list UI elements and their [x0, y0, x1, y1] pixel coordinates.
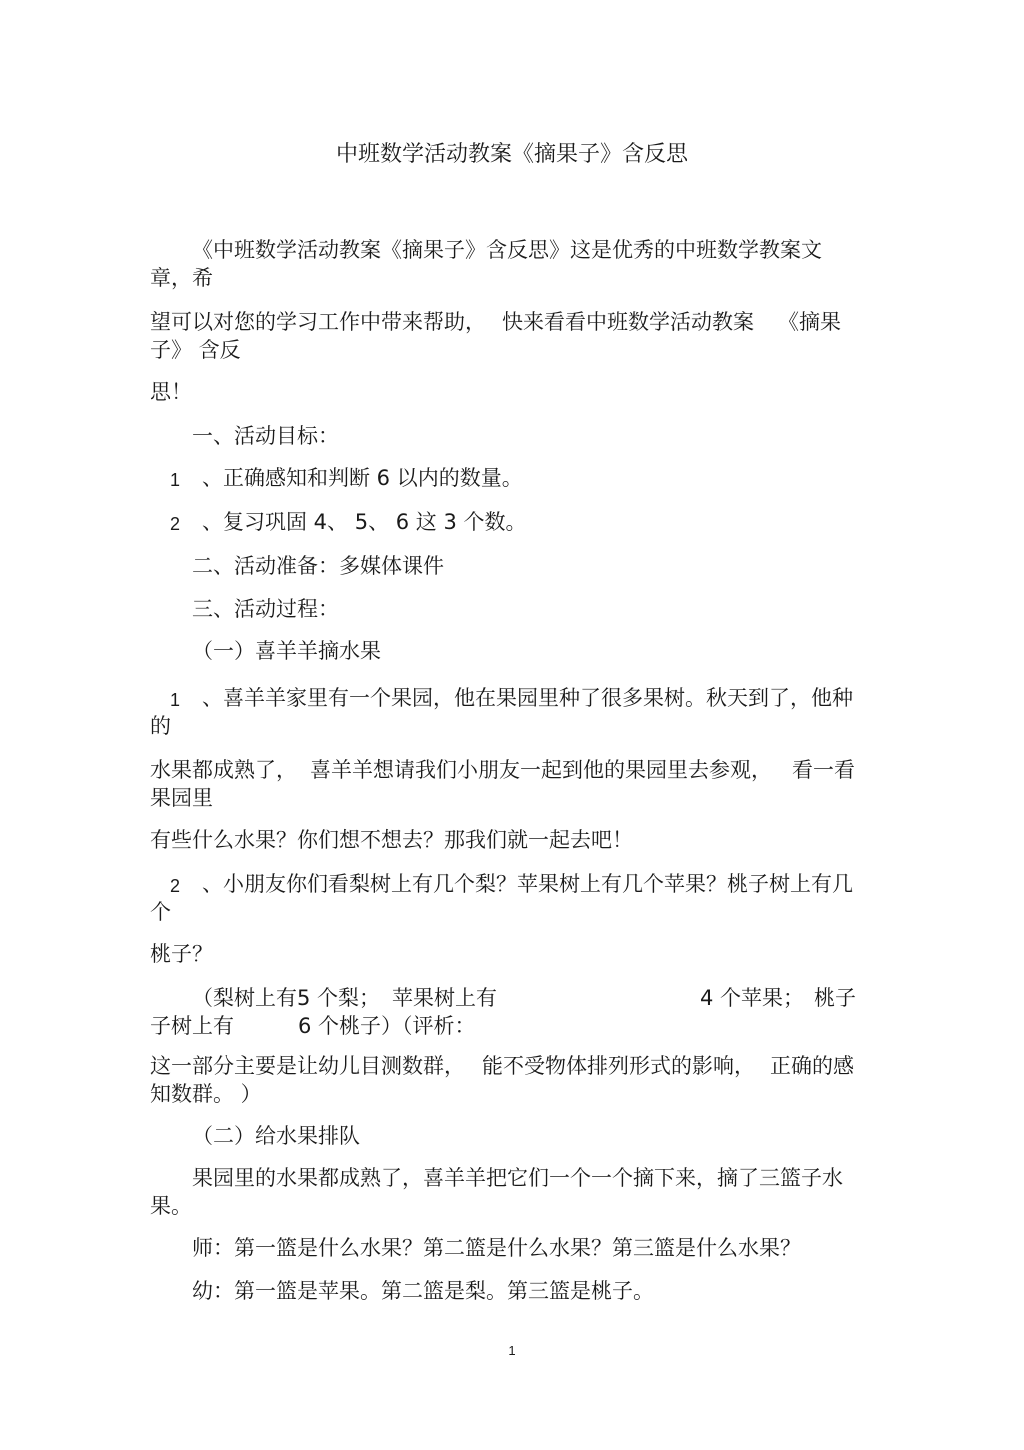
document-title: 中班数学活动教案《摘果子》含反思	[335, 142, 688, 167]
part-1-note-line-3a: 这一部分主要是让幼儿目测数群，	[150, 1054, 465, 1078]
intro-line-1: 《中班数学活动教案《摘果子》含反思》这是优秀的中班数学教案文	[192, 238, 822, 262]
part-1-note-line-2b: 6 个桃子）（评析：	[298, 1014, 476, 1038]
part-1-note-line-3c: 正确的感	[770, 1054, 854, 1078]
part-2-para-line-1: 果园里的水果都成熟了，喜羊羊把它们一个一个摘下来，摘了三篮子水	[192, 1166, 843, 1190]
intro-line-3b: 快来看看中班数学活动教案	[502, 310, 754, 334]
intro-line-5: 思！	[150, 380, 192, 404]
part-1-item-1-line-1: 、喜羊羊家里有一个果园，他在果园里种了很多果树。秋天到了，他种	[202, 686, 853, 710]
part-2-para-line-2: 果。	[150, 1194, 192, 1218]
goal-2-number: 2	[170, 514, 181, 534]
part-1-item-1-line-5: 有些什么水果？你们想不想去？那我们就一起去吧！	[150, 828, 633, 852]
part-1-note-line-1b: 苹果树上有	[392, 986, 497, 1010]
part-1-item-1-number: 1	[170, 690, 181, 710]
page-number: 1	[508, 1343, 516, 1358]
part-2-teacher-line: 师：第一篮是什么水果？第二篮是什么水果？第三篮是什么水果？	[192, 1236, 801, 1260]
part-1-note-line-4: 知数群。 ）	[150, 1082, 262, 1106]
section-heading-goals: 一、活动目标：	[192, 424, 339, 448]
part-2-heading: （二）给水果排队	[192, 1124, 360, 1148]
part-1-note-line-1d: 桃子	[814, 986, 856, 1010]
part-2-child-line: 幼：第一篮是苹果。第二篮是梨。第三篮是桃子。	[192, 1279, 654, 1303]
part-1-item-1-line-3b: 喜羊羊想请我们小朋友一起到他的果园里去参观，	[310, 758, 772, 782]
section-heading-preparation: 二、活动准备：多媒体课件	[192, 554, 444, 578]
section-heading-process: 三、活动过程：	[192, 597, 339, 621]
part-1-note-line-3b: 能不受物体排列形式的影响，	[482, 1054, 755, 1078]
intro-line-3a: 望可以对您的学习工作中带来帮助，	[150, 310, 486, 334]
goal-1-text: 、正确感知和判断 6 以内的数量。	[202, 466, 523, 490]
intro-line-4: 子》 含反	[150, 338, 241, 362]
intro-line-2: 章，希	[150, 266, 213, 290]
part-1-heading: （一）喜羊羊摘水果	[192, 639, 381, 663]
part-1-item-1-line-3a: 水果都成熟了，	[150, 758, 297, 782]
part-1-note-line-1c: 4 个苹果；	[700, 986, 805, 1010]
part-1-item-2-line-2: 个	[150, 900, 171, 924]
part-1-note-line-2a: 子树上有	[150, 1014, 234, 1038]
part-1-item-1-line-3c: 看一看	[792, 758, 855, 782]
part-1-item-2-line-1: 、小朋友你们看梨树上有几个梨？苹果树上有几个苹果？桃子树上有几	[202, 872, 853, 896]
intro-line-3c: 《摘果	[778, 310, 841, 334]
goal-1-number: 1	[170, 470, 181, 490]
part-1-item-2-line-3: 桃子？	[150, 942, 213, 966]
part-1-note-line-1a: （梨树上有5 个梨；	[192, 986, 381, 1010]
goal-2-text: 、复习巩固 4、 5、 6 这 3 个数。	[202, 510, 527, 534]
part-1-item-1-line-2: 的	[150, 714, 171, 738]
part-1-item-2-number: 2	[170, 876, 181, 896]
part-1-item-1-line-4: 果园里	[150, 786, 213, 810]
